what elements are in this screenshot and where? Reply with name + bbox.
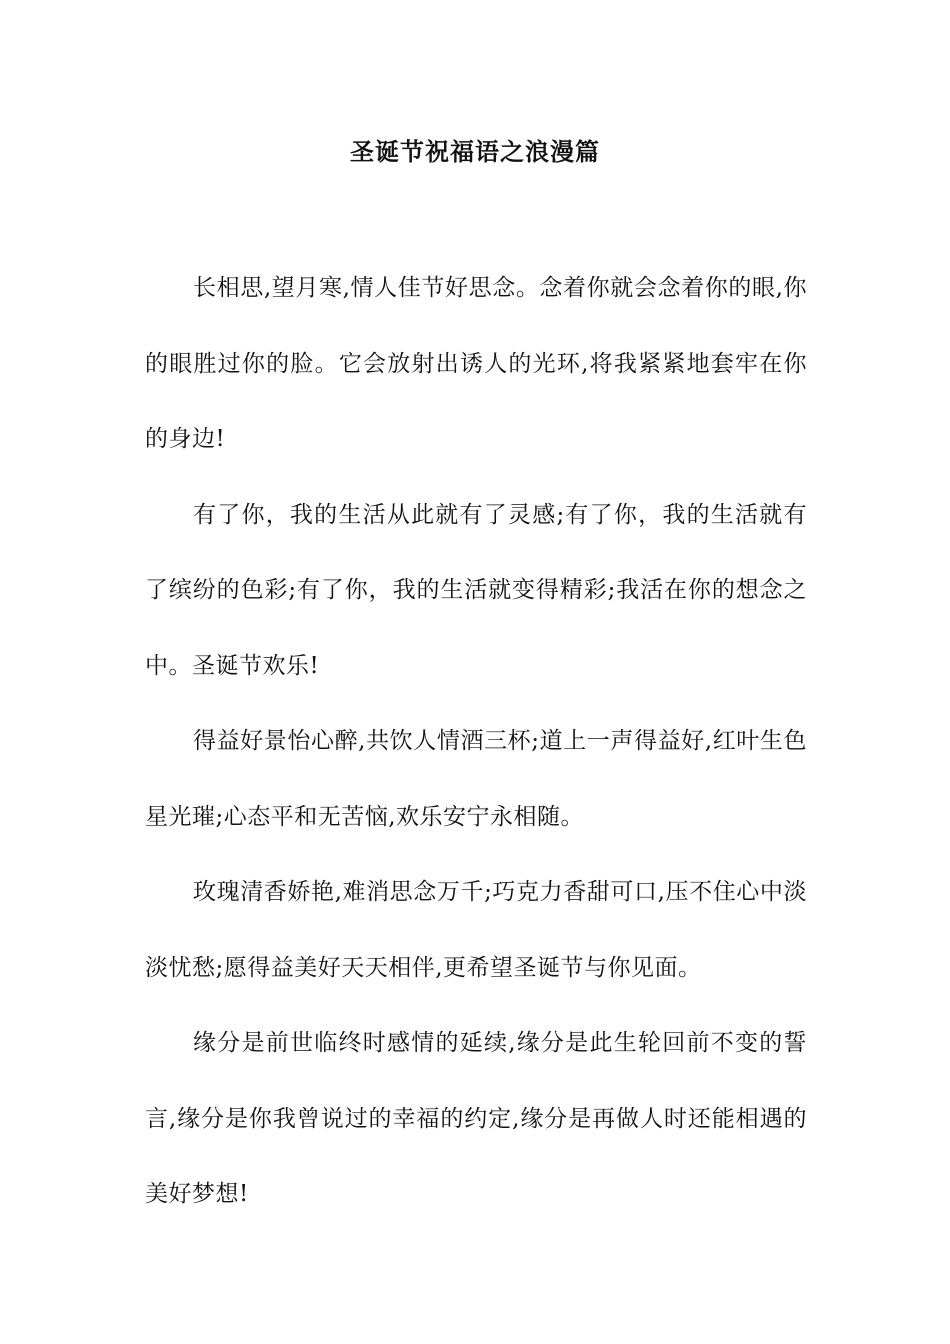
- paragraph: 玫瑰清香娇艳,难消思念万千;巧克力香甜可口,压不住心中淡淡忧愁;愿得益美好天天相伴,更希望圣诞节与你见面。: [145, 879, 807, 981]
- paragraph: 得益好景怡心醉,共饮人情酒三杯;道上一声得益好,红叶生色星光璀;心态平和无苦恼,欢乐安宁永相随。: [145, 728, 807, 830]
- document-title: 圣诞节祝福语之浪漫篇: [350, 137, 600, 166]
- document-body: [145, 251, 807, 1233]
- paragraph: 缘分是前世临终时感情的延续,缘分是此生轮回前不变的誓言,缘分是你我曾说过的幸福的约定,缘分是再做人时还能相遇的美好梦想!: [145, 1030, 807, 1207]
- paragraph: 有了你，我的生活从此就有了灵感;有了你，我的生活就有了缤纷的色彩;有了你，我的生活就变得精彩;我活在你的想念之中。圣诞节欢乐!: [145, 501, 807, 679]
- paragraph: 长相思,望月寒,情人佳节好思念。念着你就会念着你的眼,你的眼胜过你的脸。它会放射出诱人的光环,将我紧紧地套牢在你的身边!: [145, 275, 807, 452]
